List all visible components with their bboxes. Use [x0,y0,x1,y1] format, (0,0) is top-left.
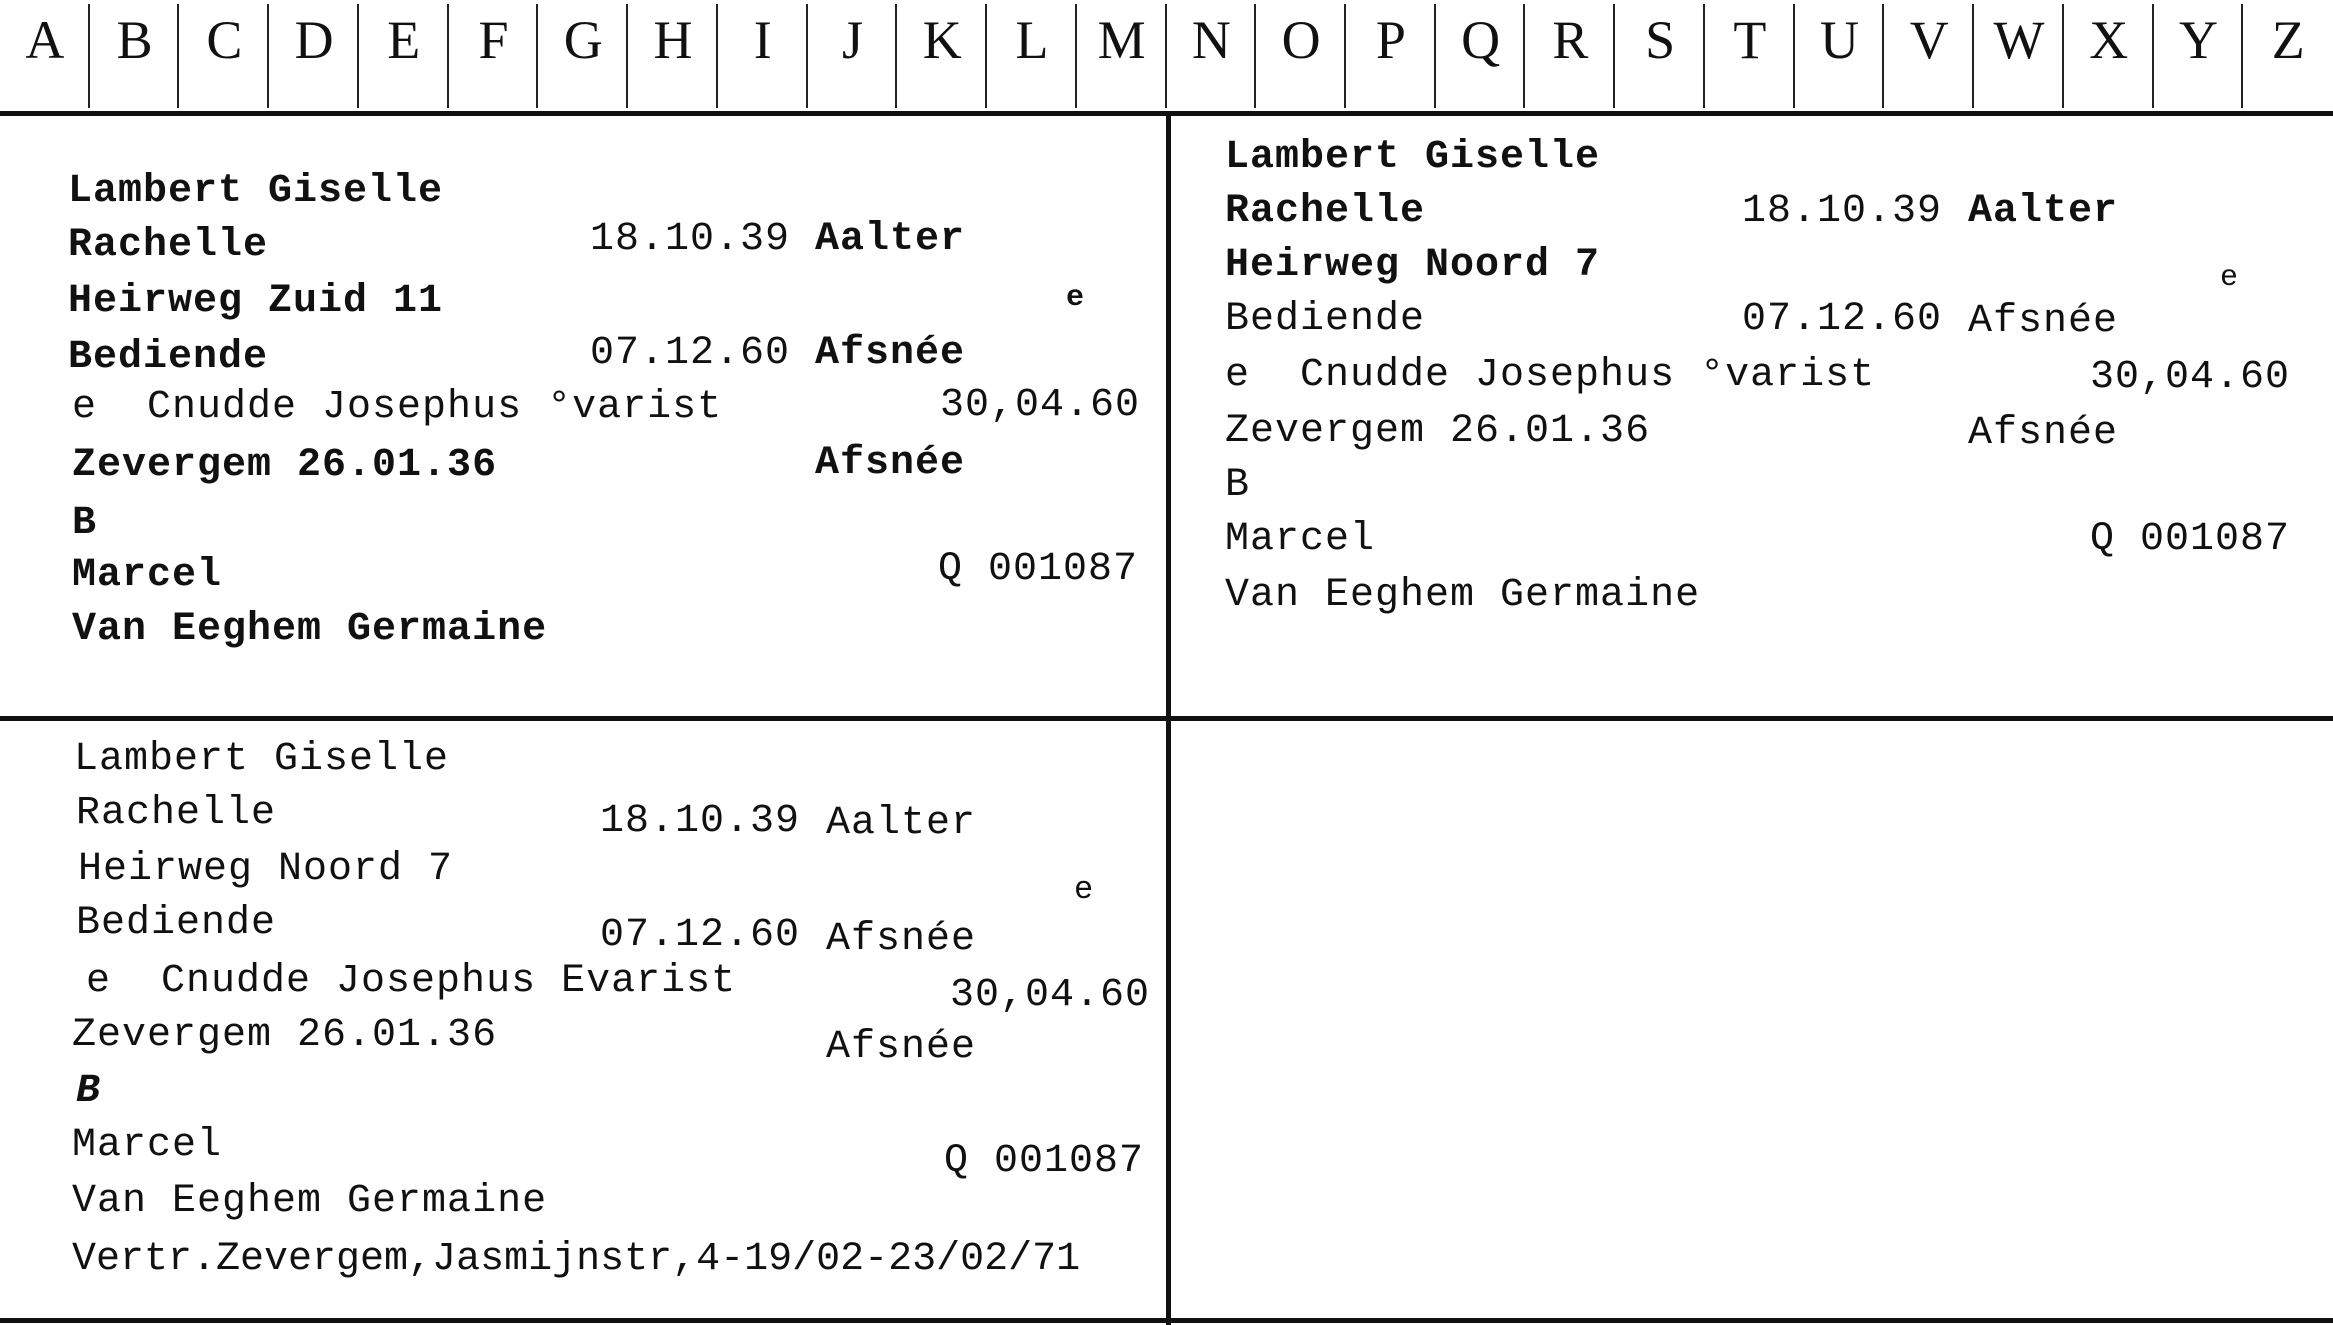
card-marriage-date: 07.12.60 [600,913,801,958]
card-code: Q 001087 [944,1139,1145,1184]
alphabet-letter: C [179,0,269,111]
card-code: Q 001087 [938,547,1139,592]
alphabet-letter: U [1795,0,1885,111]
card-letter: B [76,1069,102,1114]
alphabet-letter: I [718,0,808,111]
card-father: Marcel [72,1123,223,1168]
card-mother: Van Eeghem Germaine [72,1179,548,1224]
card-address: Heirweg Noord 7 [78,847,454,892]
card-occupation: Bediende [76,901,277,946]
card-name: Lambert Giselle [1225,135,1601,180]
alphabet-letter: M [1077,0,1167,111]
alphabet-letter: V [1884,0,1974,111]
card-marker: e [1066,281,1086,315]
card-occupation: Bediende [1225,297,1426,342]
card-name: Lambert Giselle [74,737,450,782]
card-code: Q 001087 [2090,517,2291,562]
alphabet-letter: N [1167,0,1257,111]
card-address: Heirweg Noord 7 [1225,243,1601,288]
card-address: Heirweg Zuid 11 [68,279,444,324]
alphabet-letter: S [1615,0,1705,111]
card-marriage-date: 07.12.60 [1742,297,1943,342]
card-birth-place: Aalter [815,217,966,262]
alphabet-letter: P [1346,0,1436,111]
card-divider-horizontal [0,716,2333,721]
card-father: Marcel [1225,517,1376,562]
card-spouse-date: 30,04.60 [2090,355,2291,400]
card-marriage-place: Afsnée [1968,299,2119,344]
alphabet-letter: L [987,0,1077,111]
card-birth-date: 18.10.39 [1742,189,1943,234]
card-spouse-date: 30,04.60 [950,973,1151,1018]
alphabet-letter: W [1974,0,2064,111]
card-marker: e [2220,261,2240,295]
card-letter: B [72,501,98,546]
card-mother: Van Eeghem Germaine [72,607,548,652]
alphabet-letter: G [538,0,628,111]
card-spouse-place: Afsnée [826,1025,977,1070]
alphabet-letter: Y [2154,0,2244,111]
alphabet-letter: X [2064,0,2154,111]
card-spouse-place: Afsnée [815,441,966,486]
card-name: Lambert Giselle [68,169,444,214]
alphabet-letter: A [0,0,90,111]
card-father: Marcel [72,553,223,598]
card-first-name: Rachelle [1225,189,1426,234]
alphabet-letter: Q [1436,0,1526,111]
card-mother: Van Eeghem Germaine [1225,573,1701,618]
card-first-name: Rachelle [76,791,277,836]
card-spouse-birth: Zevergem 26.01.36 [1225,409,1651,454]
alphabet-letter: O [1256,0,1346,111]
alphabet-letter: Z [2271,10,2305,70]
alphabet-letter: H [628,0,718,111]
card-marker: e [1074,871,1095,908]
card-birth-date: 18.10.39 [590,217,791,262]
card-spouse: e Cnudde Josephus °varist [1225,353,1876,398]
card-birth-date: 18.10.39 [600,799,801,844]
card-spouse-place: Afsnée [1968,411,2119,456]
card-spouse-birth: Zevergem 26.01.36 [72,1013,498,1058]
alphabet-letter: R [1525,0,1615,111]
alphabet-letter: D [269,0,359,111]
card-birth-place: Aalter [826,801,977,846]
card-marriage-place: Afsnée [815,331,966,376]
alphabet-letter: K [897,0,987,111]
card-birth-place: Aalter [1968,189,2119,234]
card-marriage-place: Afsnée [826,917,977,962]
card-note: Vertr.Zevergem,Jasmijnstr,4-19/02-23/02/71 [72,1237,1081,1282]
alphabet-letter: E [359,0,449,111]
alphabet-letter: T [1705,0,1795,111]
card-spouse: e Cnudde Josephus Evarist [86,959,737,1004]
card-letter: B [1225,463,1251,508]
card-occupation: Bediende [68,335,269,380]
alphabet-letter: J [808,0,898,111]
card-bottom-edge [0,1318,2333,1323]
card-spouse-birth: Zevergem 26.01.36 [72,443,498,488]
alphabet-letter: B [90,0,180,111]
card-marriage-date: 07.12.60 [590,331,791,376]
alphabet-letter: F [449,0,539,111]
card-spouse: e Cnudde Josephus °varist [72,385,723,430]
card-spouse-date: 30,04.60 [940,383,1141,428]
alphabet-index-bar [0,0,2333,116]
card-first-name: Rachelle [68,223,269,268]
